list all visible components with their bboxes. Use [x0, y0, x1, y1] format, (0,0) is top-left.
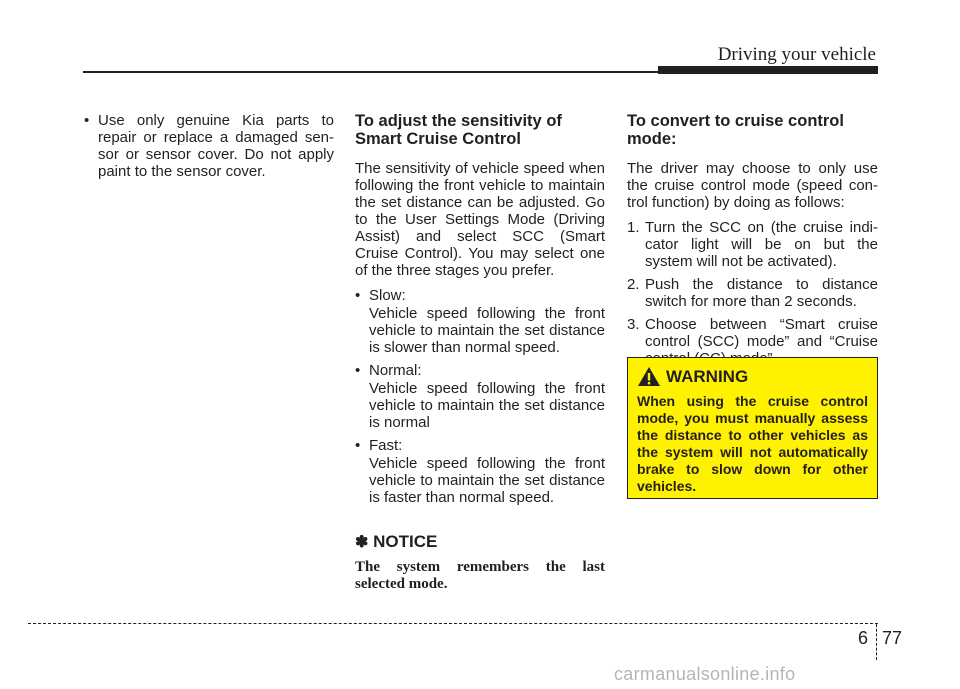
- watermark: carmanualsonline.info: [614, 664, 796, 684]
- warning-text: When using the cruise control mode, you must manually assess the distance to other vehicles as the system will not automatically brake to slow down for other vehicles.: [637, 393, 868, 494]
- list-item: [84, 112, 334, 180]
- notice-text: The system remembers the last selected mode.: [355, 559, 605, 592]
- notice-label: NOTICE: [373, 532, 438, 551]
- warning-box: [627, 357, 878, 499]
- intro-paragraph: The sensitivity of vehicle speed when following the front vehicle to maintain the set distance can be adjusted. Go to the User Settings Mode (Driving Assist) and select SCC (Smart Cruise Control). You may select one of the three stages you prefer.: [355, 160, 605, 279]
- sensitivity-option-normal: [355, 362, 605, 431]
- list-item: [355, 362, 605, 379]
- option-label: Fast:: [369, 437, 403, 454]
- option-label: Normal:: [369, 362, 422, 379]
- page-number: 77: [882, 628, 903, 648]
- section-heading: To convert to cruise control mode:: [627, 112, 844, 148]
- section-title: Driving your vehicle: [717, 44, 876, 65]
- warning-label: WARNING: [666, 366, 749, 386]
- step-text: Turn the SCC on (the cruise indi-cator light will be on but the system will not be activated).: [645, 219, 878, 270]
- bullet-text: Use only genuine Kia parts to repair or replace a damaged sen-sor or sensor cover. Do not apply paint to the sensor cover.: [98, 112, 334, 180]
- notice-heading: [355, 533, 605, 551]
- page-divider: [876, 624, 877, 660]
- sensitivity-option-fast: [355, 437, 605, 506]
- step-number: 2.: [627, 276, 640, 293]
- step-text: Push the distance to distance switch for more than 2 seconds.: [645, 276, 878, 310]
- list-item: [627, 219, 878, 270]
- step-text: Choose between “Smart cruise control (SCC) mode” and “Cruise: [645, 316, 878, 350]
- option-label: Slow:: [369, 287, 406, 304]
- notice-star-icon: ✽: [355, 534, 369, 551]
- bullet-icon: •: [355, 437, 361, 454]
- list-item: [355, 287, 605, 304]
- option-description: Vehicle speed following the front vehicle to maintain the set distance is faster than normal speed.: [369, 455, 605, 506]
- section-heading: To adjust the sensitivity of Smart Cruise Control: [355, 112, 562, 148]
- header-rule-accent: [658, 66, 878, 74]
- list-item: [355, 437, 605, 454]
- sensitivity-option-slow: [355, 287, 605, 356]
- intro-paragraph: The driver may choose to only use the cruise control mode (speed con-trol function) by doing as follows:: [627, 160, 878, 211]
- warning-triangle-icon: [637, 366, 661, 387]
- bullet-icon: •: [355, 287, 361, 304]
- warning-heading: [637, 366, 868, 387]
- step-number: 1.: [627, 219, 640, 236]
- column-left: [84, 112, 334, 180]
- step-number: 3.: [627, 316, 640, 333]
- bullet-icon: •: [355, 362, 361, 379]
- list-item: [627, 276, 878, 310]
- chapter-number: 6: [858, 628, 869, 648]
- option-description: Vehicle speed following the front vehicle to maintain the set distance is normal: [369, 380, 605, 431]
- option-description: Vehicle speed following the front vehicle to maintain the set distance is slower than normal speed.: [369, 305, 605, 356]
- footer-rule: [28, 623, 878, 624]
- header-rule: [83, 71, 663, 73]
- column-middle: [355, 112, 605, 593]
- column-right: [627, 112, 878, 373]
- bullet-icon: •: [84, 112, 90, 129]
